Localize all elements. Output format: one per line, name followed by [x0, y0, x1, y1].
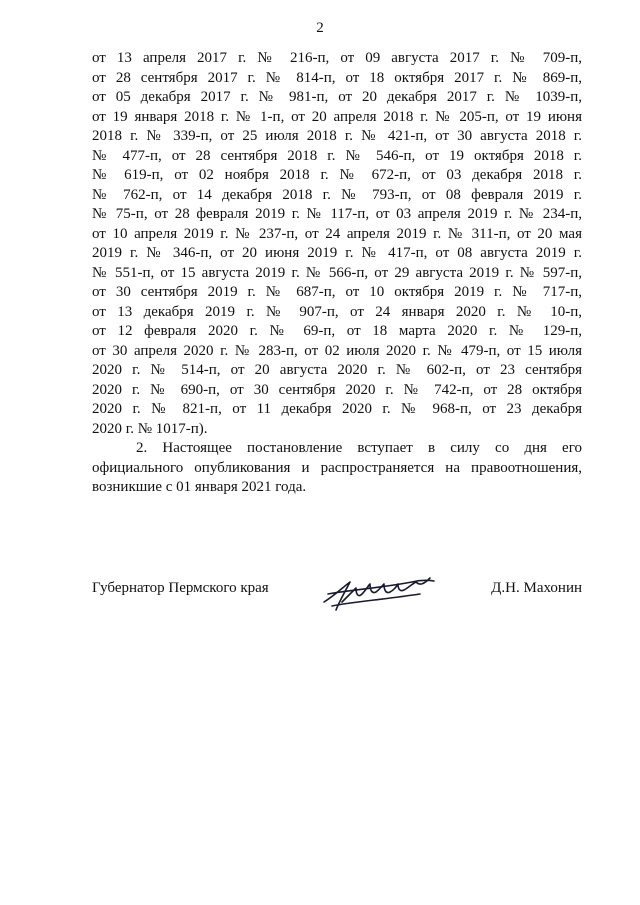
text-line: от 30 апреля 2020 г. № 283-п, от 02 июля 2020 г. № 479-п, от 15 июля	[92, 342, 582, 359]
text-line: от 19 января 2018 г. № 1-п, от 20 апреля 2018 г. № 205-п, от 19 июня	[92, 108, 582, 125]
text-line: 2018 г. № 339-п, от 25 июля 2018 г. № 421-п, от 30 августа 2018 г.	[92, 128, 582, 144]
text-line: 2019 г. № 346-п, от 20 июня 2019 г. № 417-п, от 08 августа 2019 г.	[92, 245, 582, 261]
text-line: 2020 г. № 821-п, от 11 декабря 2020 г. № 968-п, от 23 декабря	[92, 401, 582, 417]
handwritten-signature	[320, 572, 440, 614]
text-line: возникшие с 01 января 2021 года.	[92, 479, 307, 495]
text-line: от 13 декабря 2019 г. № 907-п, от 24 января 2020 г. № 10-п,	[92, 303, 582, 320]
signer-name: Д.Н. Махонин	[491, 580, 582, 596]
text-line: от 28 сентября 2017 г. № 814-п, от 18 октября 2017 г. № 869-п,	[92, 69, 582, 86]
text-line: 2. Настоящее постановление вступает в силу со дня его	[136, 440, 582, 456]
signature-block	[92, 578, 582, 618]
text-line: 2020 г. № 690-п, от 30 сентября 2020 г. № 742-п, от 28 октября	[92, 381, 582, 398]
signer-title: Губернатор Пермского края	[92, 580, 269, 596]
page-number: 2	[316, 20, 324, 36]
text-line: № 762-п, от 14 декабря 2018 г. № 793-п, от 08 февраля 2019 г.	[92, 186, 582, 203]
text-line: № 551-п, от 15 августа 2019 г. № 566-п, от 29 августа 2019 г. № 597-п,	[92, 264, 582, 281]
text-line: от 12 февраля 2020 г. № 69-п, от 18 марта 2020 г. № 129-п,	[92, 323, 582, 339]
text-line: 2020 г. № 1017-п).	[92, 420, 208, 437]
text-line: от 30 сентября 2019 г. № 687-п, от 10 октября 2019 г. № 717-п,	[92, 284, 582, 300]
text-line: от 05 декабря 2017 г. № 981-п, от 20 декабря 2017 г. № 1039-п,	[92, 89, 582, 105]
text-line: № 75-п, от 28 февраля 2019 г. № 117-п, от 03 апреля 2019 г. № 234-п,	[92, 206, 582, 222]
text-line: от 13 апреля 2017 г. № 216-п, от 09 августа 2017 г. № 709-п,	[92, 50, 582, 66]
document-body	[92, 49, 582, 498]
text-line: № 477-п, от 28 сентября 2018 г. № 546-п, от 19 октября 2018 г.	[92, 147, 582, 164]
text-line: от 10 апреля 2019 г. № 237-п, от 24 апреля 2019 г. № 311-п, от 20 мая	[92, 225, 582, 242]
text-line: официального опубликования и распространяется на правоотношения,	[92, 459, 582, 476]
text-line: 2020 г. № 514-п, от 20 августа 2020 г. № 602-п, от 23 сентября	[92, 362, 582, 378]
text-line: № 619-п, от 02 ноября 2018 г. № 672-п, от 03 декабря 2018 г.	[92, 167, 582, 183]
